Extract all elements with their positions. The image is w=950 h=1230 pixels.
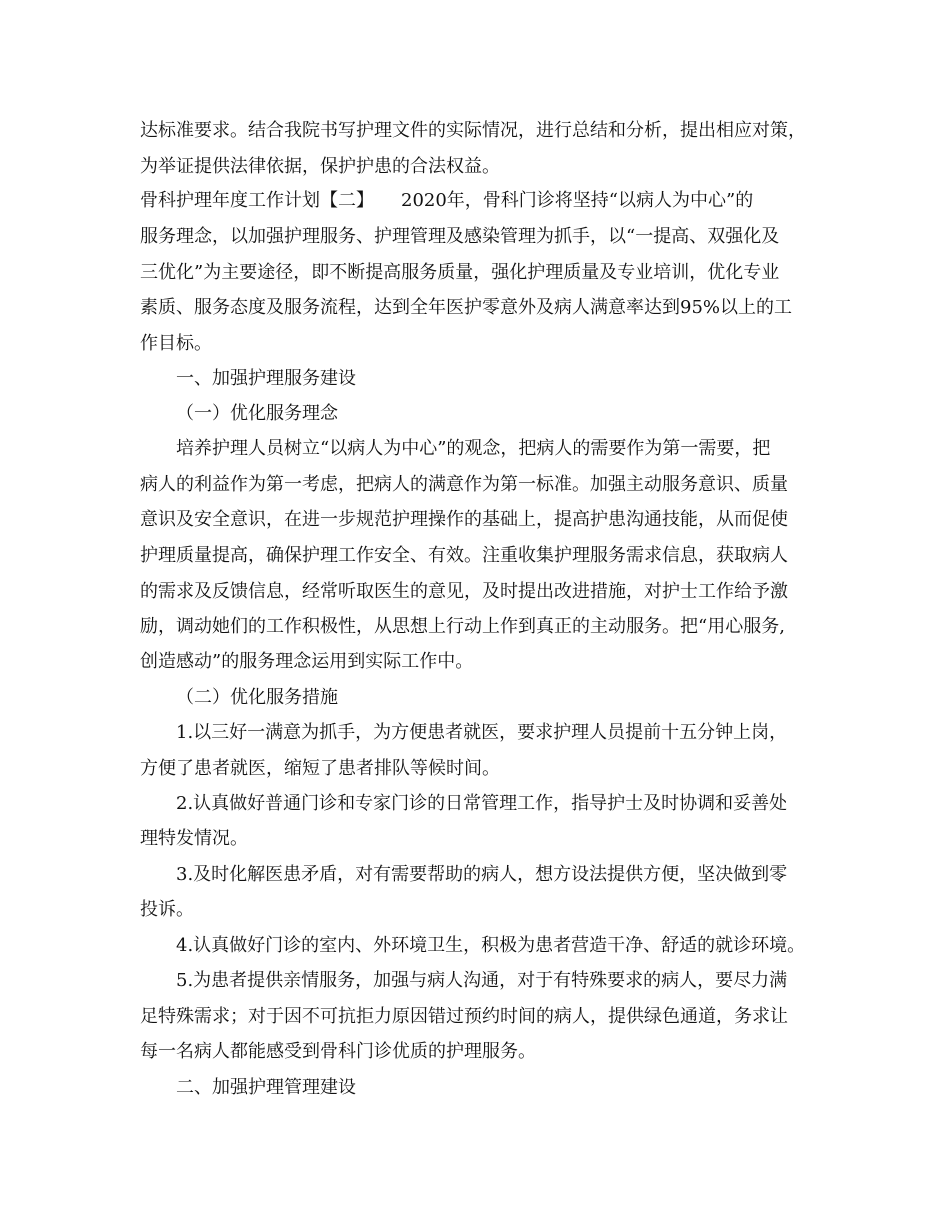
list-item-line: 5.为患者提供亲情服务，加强与病人沟通，对于有特殊要求的病人，要尽力满 (176, 970, 788, 991)
list-item-line: 3.及时化解医患矛盾，对有需要帮助的病人，想方设法提供方便，坚决做到零 (176, 864, 788, 885)
list-item-line: 理特发情况。 (140, 828, 248, 849)
list-item-line: 足特殊需求；对于因不可抗拒力原因错过预约时间的病人，提供绿色通道，务求让 (140, 1006, 788, 1027)
text-line: 励，调动她们的工作积极性，从思想上行动上作到真正的主动服务。把“用心服务, (140, 616, 785, 637)
text-line: 培养护理人员树立“以病人为中心”的观念，把病人的需要作为第一需要，把 (176, 438, 771, 459)
list-item-line: 每一名病人都能感受到骨科门诊优质的护理服务。 (140, 1041, 536, 1062)
text-line: 病人的利益作为第一考虑，把病人的满意作为第一标准。加强主动服务意识、质量 (140, 474, 788, 495)
text-line: 三优化”为主要途径，即不断提高服务质量，强化护理质量及专业培训，优化专业 (140, 262, 780, 283)
subsection-heading: （一）优化服务理念 (176, 403, 338, 424)
text-line: 为举证提供法律依据，保护护患的合法权益。 (140, 156, 500, 177)
text-line: 护理质量提高，确保护理工作安全、有效。注重收集护理服务需求信息，获取病人 (140, 545, 788, 566)
text-line: 素质、服务态度及服务流程，达到全年医护零意外及病人满意率达到95%以上的工 (140, 297, 793, 318)
subsection-heading: （二）优化服务措施 (176, 687, 338, 708)
text-line: 作目标。 (140, 333, 212, 354)
list-item-line: 4.认真做好门诊的室内、外环境卫生，积极为患者营造干净、舒适的就诊环境。 (176, 935, 806, 956)
list-item-line: 1.以三好一满意为抓手，为方便患者就医，要求护理人员提前十五分钟上岗， (176, 722, 788, 743)
list-item-line: 投诉。 (140, 899, 194, 920)
list-item-line: 2.认真做好普通门诊和专家门诊的日常管理工作，指导护士及时协调和妥善处 (176, 793, 788, 814)
text-line: 的需求及反馈信息，经常听取医生的意见，及时提出改进措施，对护士工作给予激 (140, 581, 788, 602)
text-line: 服务理念，以加强护理服务、护理管理及感染管理为抓手，以“一提高、双强化及 (140, 226, 780, 247)
section-heading: 二、加强护理管理建设 (176, 1077, 356, 1098)
section-heading: 一、加强护理服务建设 (176, 368, 356, 389)
text-line: 达标准要求。结合我院书写护理文件的实际情况，进行总结和分析，提出相应对策， (140, 120, 806, 141)
text-line: 创造感动”的服务理念运用到实际工作中。 (140, 651, 474, 672)
section-heading-line: 骨科护理年度工作计划【二】 2020年，骨科门诊将坚持“以病人为中心”的 (140, 190, 754, 211)
list-item-line: 方便了患者就医，缩短了患者排队等候时间。 (140, 758, 500, 779)
text-line: 意识及安全意识，在进一步规范护理操作的基础上，提高护患沟通技能，从而促使 (140, 509, 788, 530)
